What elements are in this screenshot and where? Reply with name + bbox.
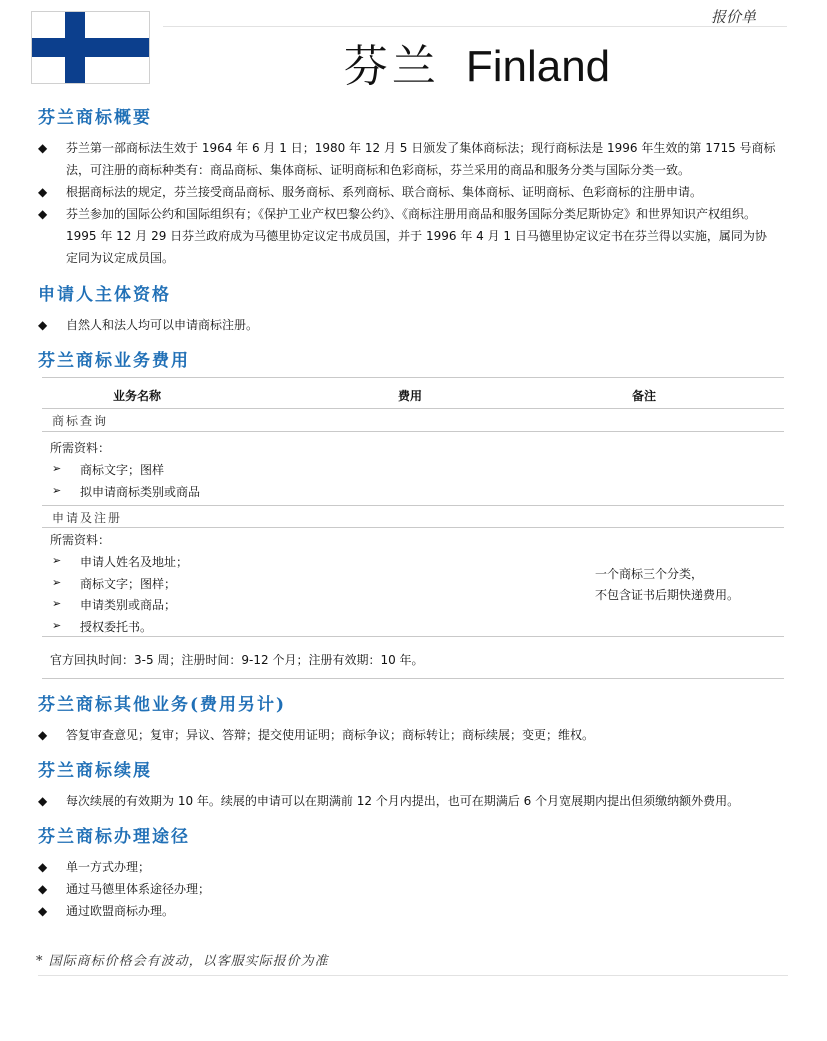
row-label-search: 商标查询 bbox=[52, 414, 109, 428]
list-item-line: 每次续展的有效期为 10 年。续展的申请可以在期满前 12 个月内提出，也可在期满后 6 个月宽展期内提出但须缴纳额外费用。 bbox=[66, 794, 740, 808]
section-heading-applicant: 申请人主体资格 bbox=[38, 285, 171, 305]
list-item: 申请类别或商品； bbox=[80, 598, 177, 612]
list-item: 商标文字；图样 bbox=[80, 463, 165, 477]
bullet-icon: ◆ bbox=[38, 728, 48, 742]
table-rule bbox=[42, 527, 784, 528]
arrow-bullet-icon: ➢ bbox=[52, 484, 62, 497]
document-type-label: 报价单 bbox=[711, 8, 757, 26]
list-item-line: 法，可注册的商标种类有：商品商标、集体商标、证明商标和色彩商标，芬兰采用的商品和服务分类与国际分类一致。 bbox=[66, 163, 691, 177]
arrow-bullet-icon: ➢ bbox=[52, 619, 62, 632]
list-item: 授权委托书。 bbox=[80, 620, 153, 634]
table-rule bbox=[42, 408, 784, 409]
bullet-icon: ◆ bbox=[38, 185, 48, 199]
arrow-bullet-icon: ➢ bbox=[52, 554, 62, 567]
table-rule bbox=[42, 377, 784, 378]
list-item-line: 1995 年 12 月 29 日芬兰政府成为马德里协定议定书成员国，并于 1996 年 4 月 1 日马德里协定议定书在芬兰得以实施，属同为协 bbox=[66, 229, 767, 243]
column-header-service: 业务名称 bbox=[113, 389, 162, 403]
required-materials-label: 所需资料： bbox=[50, 441, 111, 455]
list-item bbox=[38, 900, 788, 922]
other-list bbox=[38, 724, 788, 746]
section-heading-fees: 芬兰商标业务费用 bbox=[38, 351, 190, 371]
bullet-icon: ◆ bbox=[38, 882, 48, 896]
table-rule bbox=[42, 505, 784, 506]
renewal-list bbox=[38, 790, 788, 812]
list-item-line: 芬兰参加的国际公约和国际组织有；《保护工业产权巴黎公约》、《商标注册用商品和服务国际分类尼斯协定》和世界知识产权组织。 bbox=[66, 207, 757, 221]
section-heading-other: 芬兰商标其他业务(费用另计) bbox=[38, 695, 287, 715]
table-rule bbox=[42, 678, 784, 679]
channels-list bbox=[38, 856, 788, 922]
list-item: 申请人姓名及地址； bbox=[80, 555, 189, 569]
applicant-list bbox=[38, 314, 788, 336]
list-item-line: 通过马德里体系途径办理； bbox=[66, 882, 211, 896]
overview-list bbox=[38, 137, 788, 269]
section-heading-channels: 芬兰商标办理途径 bbox=[38, 827, 190, 847]
timeline-text: 官方回执时间：3-5 周；注册时间：9-12 个月；注册有效期：10 年。 bbox=[50, 653, 424, 667]
remark-line: 不包含证书后期快递费用。 bbox=[595, 588, 740, 602]
list-item bbox=[38, 203, 788, 269]
title-english: Finland bbox=[465, 42, 611, 91]
list-item bbox=[38, 724, 788, 746]
table-rule bbox=[42, 636, 784, 637]
list-item bbox=[38, 137, 788, 181]
column-header-remark: 备注 bbox=[632, 389, 657, 403]
title-chinese: 芬兰 bbox=[343, 41, 440, 92]
bullet-icon: ◆ bbox=[38, 794, 48, 808]
header-divider bbox=[163, 26, 787, 27]
list-item-line: 通过欧盟商标办理。 bbox=[66, 904, 175, 918]
list-item-line: 自然人和法人均可以申请商标注册。 bbox=[66, 318, 259, 332]
section-heading-renewal: 芬兰商标续展 bbox=[38, 761, 152, 781]
list-item-line: 定同为议定成员国。 bbox=[66, 251, 175, 265]
bullet-icon: ◆ bbox=[38, 860, 48, 874]
arrow-bullet-icon: ➢ bbox=[52, 597, 62, 610]
bullet-icon: ◆ bbox=[38, 318, 48, 332]
list-item bbox=[38, 314, 788, 336]
table-rule bbox=[42, 431, 784, 432]
list-item-line: 答复审查意见；复审；异议、答辩；提交使用证明；商标争议；商标转让；商标续展；变更；维权。 bbox=[66, 728, 595, 742]
footer-divider bbox=[38, 975, 788, 976]
list-item bbox=[38, 856, 788, 878]
list-item-line: 芬兰第一部商标法生效于 1964 年 6 月 1 日；1980 年 12 月 5 日颁发了集体商标法；现行商标法是 1996 年生效的第 1715 号商标 bbox=[66, 141, 776, 155]
price-disclaimer: * 国际商标价格会有波动，以客服实际报价为准 bbox=[36, 954, 329, 969]
required-materials-label: 所需资料： bbox=[50, 533, 111, 547]
list-item bbox=[38, 878, 788, 900]
section-heading-overview: 芬兰商标概要 bbox=[38, 108, 152, 128]
list-item-line: 单一方式办理； bbox=[66, 860, 151, 874]
list-item bbox=[38, 181, 788, 203]
row-label-registration: 申请及注册 bbox=[52, 511, 123, 525]
arrow-bullet-icon: ➢ bbox=[52, 462, 62, 475]
column-header-fee: 费用 bbox=[398, 389, 423, 403]
bullet-icon: ◆ bbox=[38, 904, 48, 918]
list-item-line: 根据商标法的规定，芬兰接受商品商标、服务商标、系列商标、联合商标、集体商标、证明商标、色彩商标的注册申请。 bbox=[66, 185, 703, 199]
bullet-icon: ◆ bbox=[38, 207, 48, 221]
page-title bbox=[0, 30, 827, 94]
list-item bbox=[38, 790, 788, 812]
bullet-icon: ◆ bbox=[38, 141, 48, 155]
list-item: 商标文字；图样； bbox=[80, 577, 177, 591]
list-item: 拟申请商标类别或商品 bbox=[80, 485, 201, 499]
arrow-bullet-icon: ➢ bbox=[52, 576, 62, 589]
remark-line: 一个商标三个分类， bbox=[595, 567, 704, 581]
